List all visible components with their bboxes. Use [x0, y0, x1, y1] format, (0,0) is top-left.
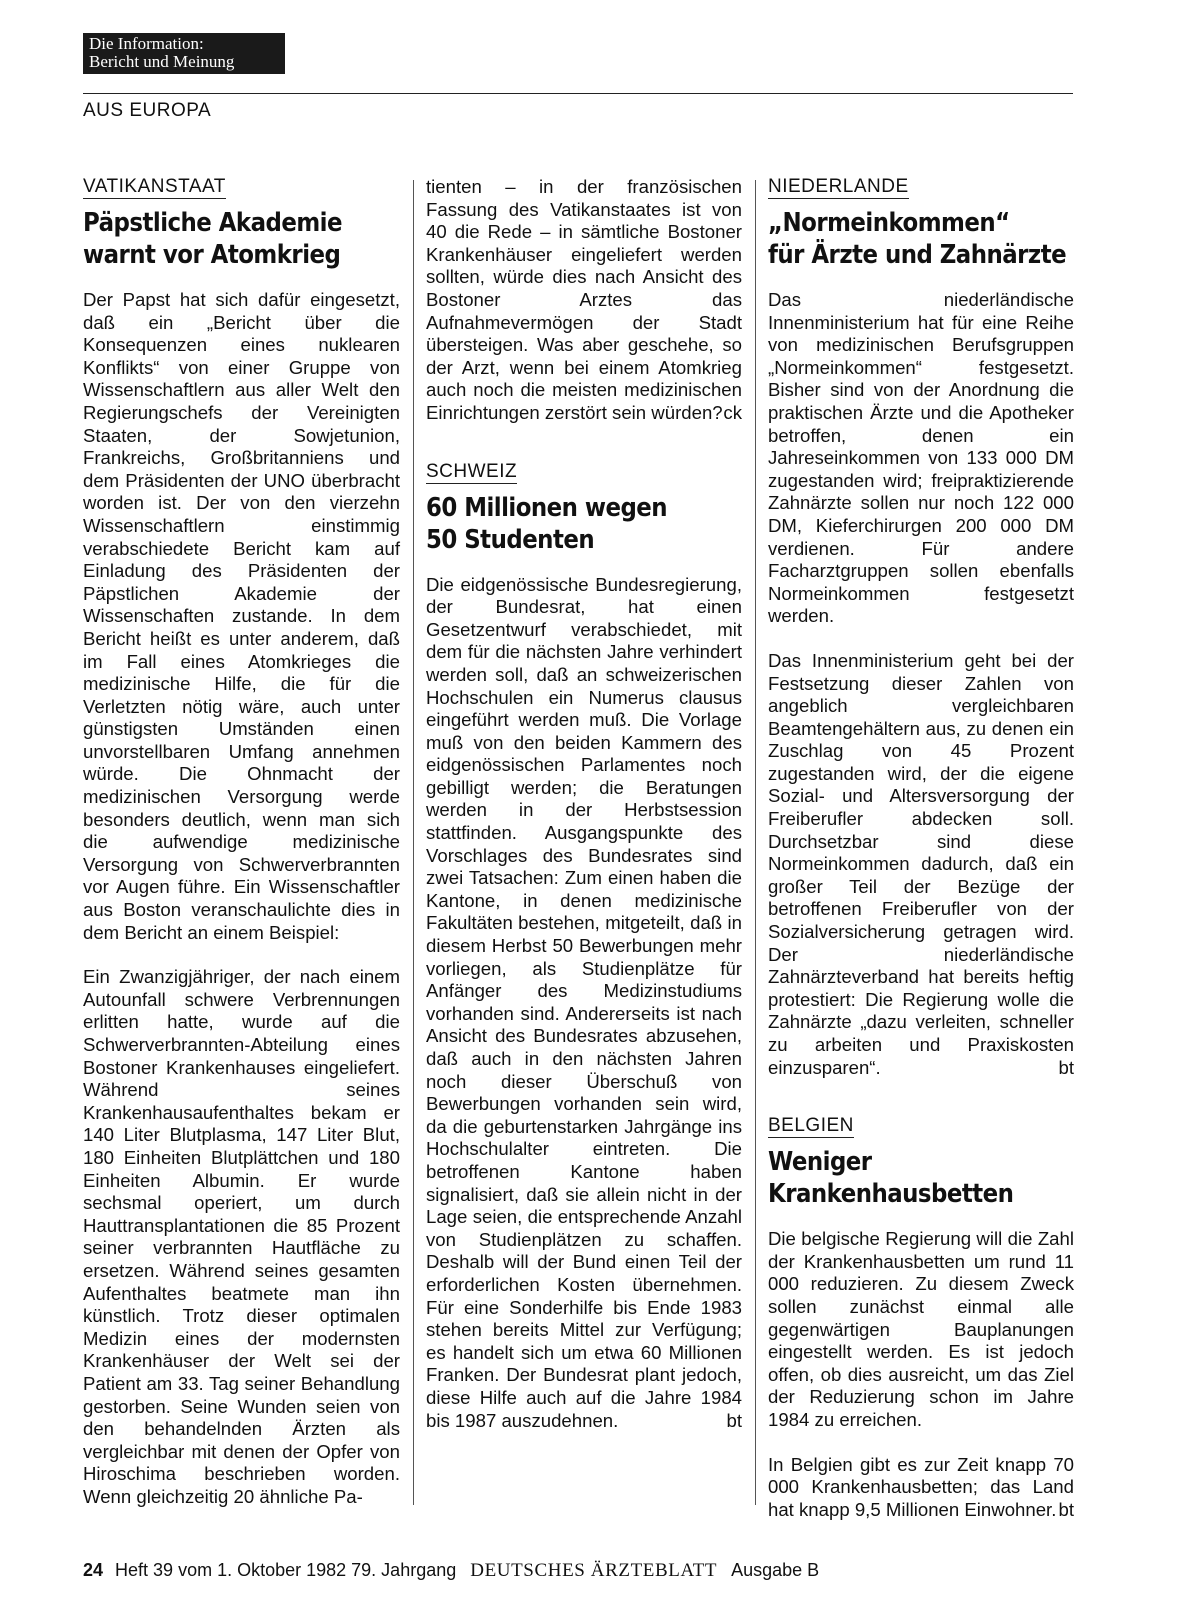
paragraph-belgien-2-text: In Belgien gibt es zur Zeit knapp 70 000 Krankenhausbetten; das Land hat knapp 9,5 Millionen Einwohner. [768, 1453, 1074, 1520]
column-divider-2 [755, 180, 756, 1505]
headline-belgien-line-2: Krankenhausbetten [768, 1179, 1014, 1210]
headline-vatikan-line-1: Päpstliche Akademie [83, 208, 342, 238]
paragraph-belgien-1: Die belgische Regierung will die Zahl der Krankenhausbetten um rund 11 000 reduzieren. Zu diesem Zweck sollen zunächst einmal alle gegenwärtigen Bauplanungen eingestellt werden. Es ist jedoch offen, ob dies ausreicht, um das Ziel der Reduzierung schon im Jahre 1984 zu erreichen. [768, 1228, 1074, 1430]
page-footer [83, 1560, 1083, 1582]
paragraph-belgien-2 [768, 1454, 1074, 1522]
paragraph-vatikan-2: Ein Zwanzigjähriger, der nach einem Autounfall schwere Verbrennungen erlitten hatte, wurde auf die Schwerverbrannten-Abteilung eines Bostoner Krankenhauses eingeliefert. Während seines Krankenhausaufenthaltes bekam er 140 Liter Blutplasma, 147 Liter Blut, 180 Einheiten Blutplättchen und 180 Einheiten Albumin. Er wurde sechsmal operiert, um durch Hauttransplantationen die 85 Prozent seiner verbrannten Hautfläche zu ersetzen. Während seines gesamten Aufenthaltes beatmete man ihn künstlich. Trotz dieser optimalen Medizin eines der modernsten Krankenhäuser der Welt sei der Patient am 33. Tag seiner Behandlung gestorben. Seine Wunden seien von den behandelnden Ärzten als vergleichbar mit denen der Opfer von Hiroschima beschrieben worden. Wenn gleichzeitig 20 ähnliche Pa- [83, 966, 400, 1507]
section-title: AUS EUROPA [83, 100, 212, 121]
kicker-vatikanstaat: VATIKANSTAAT [83, 176, 226, 197]
masthead-line-2: Bericht und Meinung [89, 52, 235, 71]
headline-niederlande-line-1: „Normeinkommen“ [768, 208, 1010, 238]
signature-schweiz: bt [726, 1409, 742, 1431]
journal-name: DEUTSCHES ÄRZTEBLATT [470, 1560, 718, 1581]
kicker-schweiz: SCHWEIZ [426, 460, 518, 482]
article-niederlande [768, 176, 1074, 1079]
headline-vatikan-line-2: warnt vor Atomkrieg [83, 240, 341, 270]
paragraph-niederlande-2-text: Das Innenministerium geht bei der Festsetzung dieser Zahlen von angeblich vergleichbaren Beamtengehältern aus, zu denen ein Zuschlag von 45 Prozent zugestanden wird, der die eigene Sozial- und Altersversorgung der Freiberufler abdecken soll. Durchsetzbar sind diese Normeinkommen dadurch, daß ein großer Teil der Bezüge der betroffenen Freiberufler von der Sozialversicherung getragen wird. Der niederländische Zahnärzteverband hat bereits heftig protestiert: Die Regierung wolle die Zahnärzte „dazu verleiten, schneller zu arbeiten und Praxiskosten einzusparen“. [768, 649, 1074, 1078]
column-2 [426, 176, 742, 1454]
paragraph-vatikan-1: Der Papst hat sich dafür eingesetzt, daß ein „Bericht über die Konsequenzen eines nuklearen Konflikts“ von einer Gruppe von Wissenschaftlern aus aller Welt den Regierungschefs der Vereinigten Staaten, der Sowjetunion, Frankreichs, Großbritanniens und dem Präsidenten der UNO überbracht worden ist. Der von den vierzehn Wissenschaftlern einstimmig verabschiedete Bericht kam auf Einladung des Präsidenten der Päpstlichen Akademie der Wissenschaften zustande. In dem Bericht heißt es unter anderem, daß im Fall eines Atomkrieges die medizinische Hilfe, die für die Verletzten nötig wäre, auch unter günstigsten Umständen einen unvorstellbaren Umfang annehmen würde. Die Ohnmacht der medizinischen Versorgung werde besonders deutlich, wenn man sich die aufwendige medizinische Versorgung von Schwerverbrannten vor Augen führe. Ein Wissenschaftler aus Boston veranschaulichte dies in dem Bericht an einem Beispiel: [83, 289, 400, 943]
signature-belgien: bt [1058, 1498, 1074, 1520]
headline-schweiz [426, 492, 704, 556]
column-1 [83, 176, 400, 1530]
headline-niederlande [768, 207, 1067, 271]
kicker-niederlande: NIEDERLANDE [768, 176, 909, 197]
kicker-belgien: BELGIEN [768, 1115, 854, 1137]
article-belgien [768, 1115, 1074, 1521]
issue-info: Heft 39 vom 1. Oktober 1982 79. Jahrgang [115, 1560, 457, 1580]
masthead-line-1: Die Information: [89, 34, 204, 53]
paragraph-schweiz-1 [426, 574, 742, 1433]
paragraph-niederlande-1: Das niederländische Innenministerium hat für eine Reihe von medizinischen Berufsgruppen „Normeinkommen“ festgesetzt. Bisher sind von der Anordnung die praktischen Ärzte und die Apotheker betroffen, denen ein Jahreseinkommen von 133 000 DM zugestanden wird; freipraktizierende Zahnärzte sollen nur noch 122 000 DM, Kieferchirurgen 200 000 DM verdienen. Für andere Facharztgruppen sollen ebenfalls Normeinkommen festgesetzt werden. [768, 289, 1074, 627]
headline-belgien-line-1: Weniger [768, 1147, 872, 1178]
edition-label: Ausgabe B [731, 1560, 820, 1580]
page-number: 24 [83, 1560, 104, 1580]
column-3 [768, 176, 1074, 1543]
headline-schweiz-line-2: 50 Studenten [426, 524, 595, 555]
signature-niederlande: bt [1058, 1056, 1074, 1078]
paragraph-vatikan-2-continued-text: tienten – in der französischen Fassung des Vatikanstaates ist von 40 die Rede – in sämtliche Bostoner Krankenhäuser eingeliefert werden sollten, würde dies nach Ansicht des Bostoner Arztes das Aufnahmevermögen der Stadt übersteigen. Was aber geschehe, so der Arzt, wenn bei einem Atomkrieg auch noch die meisten medizinischen Einrichtungen zerstört sein würden? [426, 176, 742, 423]
article-vatikan [83, 176, 400, 1508]
signature-vatikan: ck [723, 401, 742, 423]
article-schweiz [426, 461, 742, 1433]
top-rule [83, 93, 1073, 94]
paragraph-schweiz-1-text: Die eidgenössische Bundesregierung, der Bundesrat, hat einen Gesetzentwurf verabschiedet, mit dem für die nächsten Jahre verhindert werden soll, daß an schweizerischen Hochschulen ein Numerus clausus eingeführt werden muß. Die Vorlage muß von den beiden Kammern des eidgenössischen Parlamentes noch gebilligt werden; die Beratungen werden in der Herbstsession stattfinden. Ausgangspunkte des Vorschlages des Bundesrates sind zwei Tatsachen: Zum einen haben die Kantone, in denen medizinische Fakultäten bestehen, mitgeteilt, daß in diesem Herbst 50 Bewerbungen mehr vorliegen, als Studienplätze für Anfänger des Medizinstudiums vorhanden sind. Andererseits ist nach Ansicht des Bundesrates abzusehen, daß auch in den nächsten Jahren noch dieser Überschuß von Bewerbungen vorhanden sein wird, da die geburtenstarken Jahrgänge ins Hochschulalter eintreten. Die betroffenen Kantone haben signalisiert, daß sie allein nicht in der Lage seien, die entsprechende Anzahl von Studienplätzen zu schaffen. Deshalb will der Bund einen Teil der erforderlichen Kosten übernehmen. Für eine Sonderhilfe bis Ende 1983 stehen bereits Mittel zur Verfügung; es handelt sich um etwa 60 Millionen Franken. Der Bundesrat plant jedoch, diese Hilfe auch auf die Jahre 1984 bis 1987 auszudehnen. [426, 573, 742, 1431]
masthead [83, 33, 285, 74]
paragraph-niederlande-2 [768, 650, 1074, 1079]
headline-belgien [768, 1146, 1037, 1210]
paragraph-vatikan-2-continued [426, 176, 742, 425]
headline-niederlande-line-2: für Ärzte und Zahnärzte [768, 240, 1067, 270]
headline-schweiz-line-1: 60 Millionen wegen [426, 492, 668, 523]
headline-vatikan [83, 207, 362, 271]
column-divider-1 [413, 180, 414, 1505]
